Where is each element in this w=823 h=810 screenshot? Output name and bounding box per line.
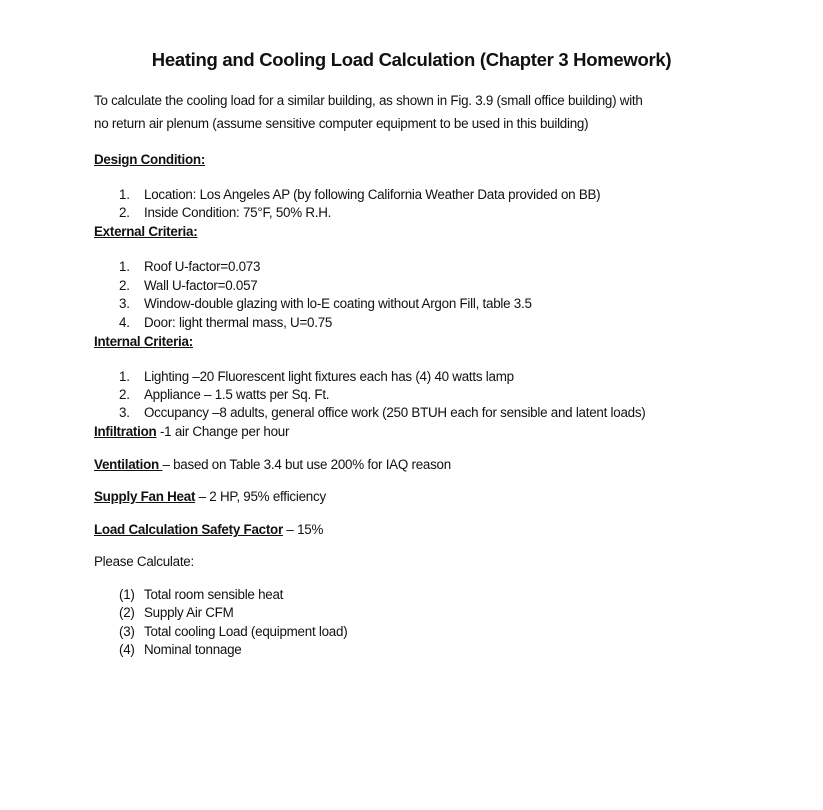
list-number: 2. [119,387,130,402]
list-item [119,386,329,404]
list-text: Location: Los Angeles AP (by following California Weather Data provided on BB) [144,187,601,202]
list-number: (1) [119,587,135,602]
list-item [119,295,532,313]
intro-line-1: To calculate the cooling load for a similar building, as shown in Fig. 3.9 (small office building) with [94,93,643,108]
list-text: Total cooling Load (equipment load) [144,624,348,639]
list-number: (3) [119,624,135,639]
list-text: Occupancy –8 adults, general office work (250 BTUH each for sensible and latent loads) [144,405,646,420]
list-text: Roof U-factor=0.073 [144,259,261,274]
list-item [119,314,332,332]
list-item [119,404,646,422]
list-number: 1. [119,187,130,202]
list-item [119,277,257,295]
list-number: 1. [119,259,130,274]
list-number: (2) [119,605,135,620]
list-number: 1. [119,369,130,384]
please-calculate-heading: Please Calculate: [94,554,194,569]
supply-fan-line [94,488,326,506]
ventilation-label: Ventilation [94,457,163,472]
list-item [119,204,331,222]
ventilation-text: – based on Table 3.4 but use 200% for IAQ reason [162,457,451,472]
supply-fan-text: – 2 HP, 95% efficiency [195,489,326,504]
intro-line-2: no return air plenum (assume sensitive computer equipment to be used in this building) [94,116,589,131]
list-text: Appliance – 1.5 watts per Sq. Ft. [144,387,330,402]
document-title: Heating and Cooling Load Calculation (Chapter 3 Homework) [151,49,672,70]
list-item [119,258,260,276]
list-item [119,186,600,204]
list-number: 3. [119,296,130,311]
list-item [119,623,347,641]
list-text: Lighting –20 Fluorescent light fixtures each has (4) 40 watts lamp [144,369,514,384]
list-item [119,368,514,386]
supply-fan-label: Supply Fan Heat [94,489,196,504]
list-number: 4. [119,315,130,330]
list-text: Total room sensible heat [144,587,284,602]
list-text: Wall U-factor=0.057 [144,278,258,293]
external-criteria-heading: External Criteria: [94,224,198,239]
safety-factor-line [94,521,323,539]
list-text: Inside Condition: 75°F, 50% R.H. [144,205,332,220]
infiltration-label: Infiltration [94,424,157,439]
list-text: Window-double glazing with lo-E coating without Argon Fill, table 3.5 [144,296,532,311]
list-text: Door: light thermal mass, U=0.75 [144,315,333,330]
list-number: (4) [119,642,135,657]
ventilation-line [94,456,451,474]
list-text: Supply Air CFM [144,605,234,620]
design-condition-heading: Design Condition: [94,152,206,167]
safety-factor-label: Load Calculation Safety Factor [94,522,283,537]
infiltration-text: -1 air Change per hour [156,424,290,439]
internal-criteria-heading: Internal Criteria: [94,334,193,349]
list-item [119,604,234,622]
list-text: Nominal tonnage [144,642,242,657]
list-number: 2. [119,205,130,220]
list-item [119,586,283,604]
list-number: 3. [119,405,130,420]
list-item [119,641,242,659]
infiltration-line [94,423,289,441]
safety-factor-text: – 15% [282,522,324,537]
list-number: 2. [119,278,130,293]
